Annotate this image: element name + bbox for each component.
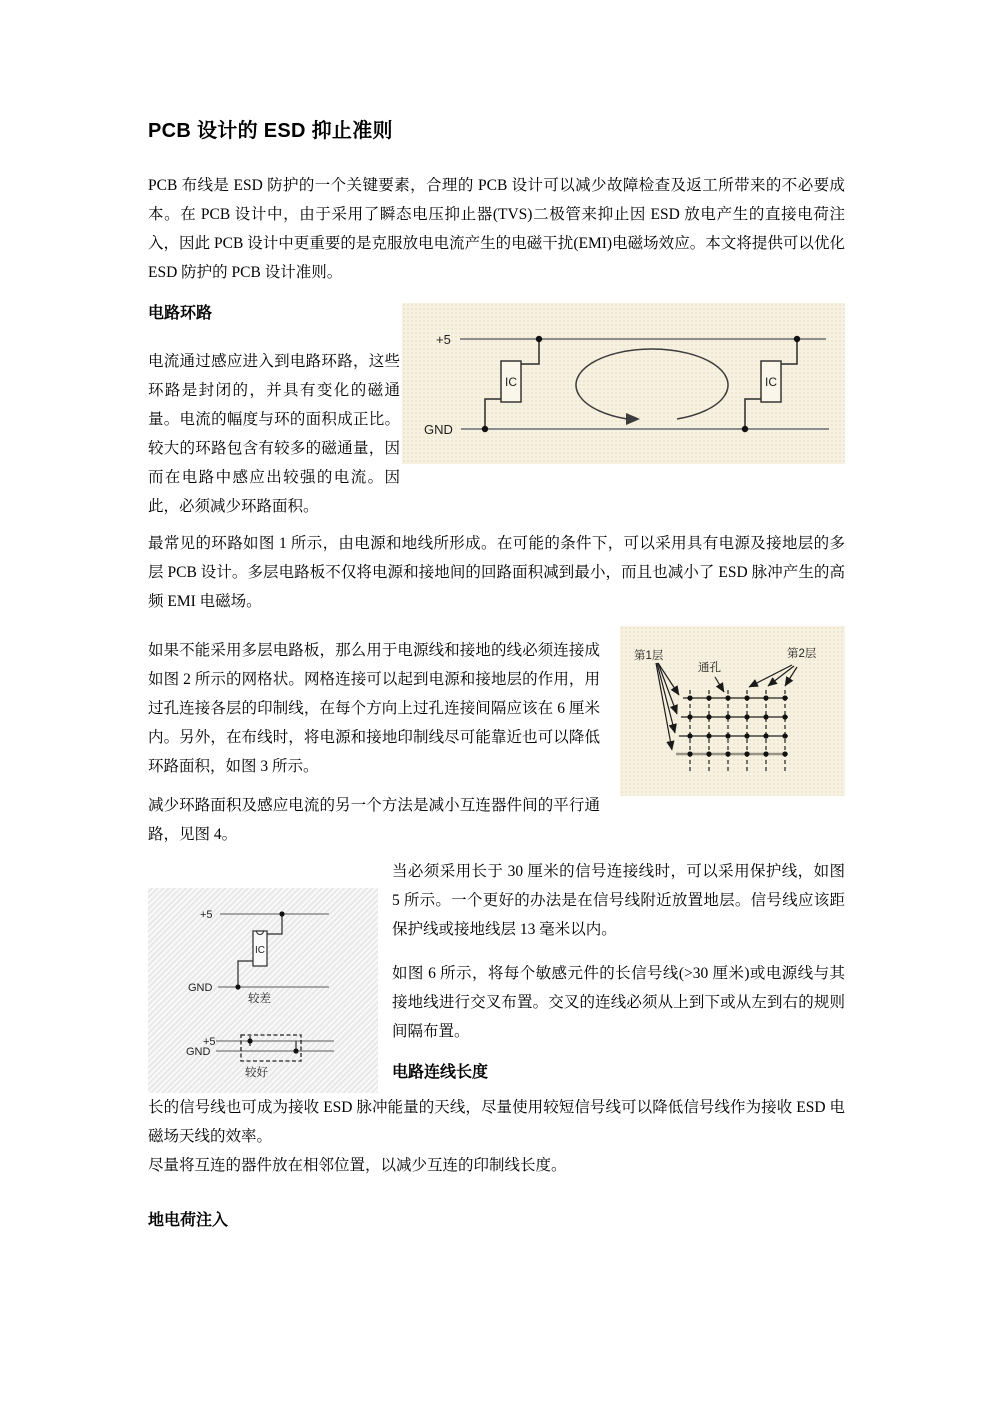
power-rail bbox=[436, 332, 826, 347]
layer1-arrows bbox=[656, 663, 679, 750]
good-label: 较好 bbox=[245, 1067, 268, 1079]
mesh-grid-diagram bbox=[620, 626, 845, 796]
via-arrow-group bbox=[715, 677, 724, 692]
ic-vcc-wire bbox=[266, 914, 282, 934]
paragraph-guard-trace: 当必须采用长于 30 厘米的信号连接线时，可以采用保护线，如图 5 所示。一个更好的办法是在信号线附近放置地层。信号线应该距保护线或接地线层 13 毫米以内。 bbox=[392, 863, 845, 938]
right-ic-vcc-wire bbox=[781, 339, 797, 364]
loop-arrowhead-icon bbox=[626, 413, 640, 425]
paragraph-adjacent-parts: 尽量将互连的器件放在相邻位置，以减少互连的印制线长度。 bbox=[148, 1157, 567, 1174]
power-ground-loop-diagram bbox=[402, 303, 845, 464]
fig3-ic-label: IC bbox=[255, 945, 265, 956]
paragraph-loop-induction: 电流通过感应进入到电路环路，这些环路是封闭的，并具有变化的磁通量。电流的幅度与环的面积成正比。较大的环路包含有较多的磁通量，因而在电路中感应出较强的电流。因此，必须减少环路面积。 bbox=[148, 353, 400, 515]
figure-power-ground-loop bbox=[402, 303, 845, 464]
paragraph-mesh-grid: 如果不能采用多层电路板，那么用于电源线和接地的线必须连接成如图 2 所示的网格状。网格连接可以起到电源和接地层的作用，用过孔连接各层的印制线，在每个方向上过孔连接间隔应该在 6 厘米内。另外，在布线时，将电源和接地印制线尽可能靠近也可以降低环路面积，如图 3 所示。 bbox=[148, 642, 600, 775]
layer1-arrow bbox=[657, 663, 675, 733]
fig1-vcc-label: +5 bbox=[436, 332, 451, 347]
paragraph-parallel-path: 减少环路面积及感应电流的另一个方法是减小互连器件间的平行通路，见图 4。 bbox=[148, 797, 600, 843]
layer2-label: 第2层 bbox=[787, 648, 817, 660]
junction-dot bbox=[794, 336, 800, 342]
ic-gnd-wire bbox=[238, 961, 253, 987]
heading-trace-length: 电路连线长度 bbox=[392, 1064, 489, 1081]
paragraph-common-loop: 最常见的环路如图 1 所示，由电源和地线所形成。在可能的条件下，可以采用具有电源及接地层的多层 PCB 设计。多层电路板不仅将电源和接地间的回路面积减到最小，而且也减小了 ESD 脉冲产生的高频 EMI 电磁场。 bbox=[148, 535, 845, 610]
right-ic-gnd-wire bbox=[745, 399, 761, 429]
layer1-arrow bbox=[656, 663, 672, 750]
grid-horizontal-traces bbox=[676, 698, 788, 754]
layer2-arrow bbox=[768, 666, 794, 686]
junction-dot bbox=[482, 426, 488, 432]
bad-label: 较差 bbox=[248, 993, 271, 1005]
heading-circuit-loop: 电路环路 bbox=[148, 305, 213, 322]
paragraph-antenna: 长的信号线也可成为接收 ESD 脉冲能量的天线，尽量使用较短信号线可以降低信号线作为接收 ESD 电磁场天线的效率。 bbox=[148, 1099, 845, 1145]
page-title-text: PCB 设计的 ESD 抑止准则 bbox=[148, 120, 393, 142]
via-label: 通孔 bbox=[698, 662, 721, 674]
mesh-text-column bbox=[148, 626, 600, 849]
loop-current-arrow bbox=[576, 349, 728, 425]
figure-mesh-grid bbox=[620, 626, 845, 796]
page-title bbox=[148, 118, 845, 144]
fig3-gnd-top-label: GND bbox=[188, 982, 213, 994]
layer1-label: 第1层 bbox=[634, 650, 664, 662]
junction-dots bbox=[482, 336, 800, 432]
section-guard-trace bbox=[148, 857, 845, 1093]
fig3-gnd-bottom-label: GND bbox=[186, 1046, 211, 1058]
layer2-arrows bbox=[749, 665, 797, 687]
paragraph-intro: PCB 布线是 ESD 防护的一个关键要素，合理的 PCB 设计可以减少故障检查及返工所带来的不必要成本。在 PCB 设计中，由于采用了瞬态电压抑止器(TVS)二极管来抑止因 ESD 放电产生的直接电荷注入，因此 PCB 设计中更重要的是克服放电电流产生的电磁干扰(EMI)电磁场效应。本文将提供可以优化 ESD 防护的 PCB 设计准则。 bbox=[148, 177, 845, 281]
left-ic-vcc-wire bbox=[521, 339, 539, 364]
ic-wires bbox=[485, 339, 797, 429]
fig3-vcc-top-label: +5 bbox=[200, 909, 213, 921]
section-mesh bbox=[148, 626, 845, 849]
bad-example bbox=[188, 909, 329, 1005]
junction-dot bbox=[235, 984, 240, 989]
good-example bbox=[186, 1035, 334, 1079]
junction-dot bbox=[536, 336, 542, 342]
junction-dot bbox=[293, 1048, 298, 1053]
heading-ground-charge-injection: 地电荷注入 bbox=[148, 1212, 229, 1229]
junction-dot bbox=[279, 911, 284, 916]
left-ic-label: IC bbox=[505, 375, 517, 389]
left-ic-gnd-wire bbox=[485, 399, 501, 429]
via-dots bbox=[687, 695, 787, 756]
section-circuit-loop bbox=[148, 303, 845, 521]
junction-dot bbox=[742, 426, 748, 432]
junction-dot bbox=[247, 1038, 252, 1043]
grid-vertical-traces bbox=[690, 690, 785, 772]
guard-trace-text-column bbox=[392, 857, 845, 1084]
fig3-vcc-bottom-label: +5 bbox=[203, 1036, 216, 1048]
figure-trace-spacing bbox=[148, 888, 378, 1093]
loop-ellipse bbox=[576, 349, 728, 419]
paragraph-cross-layout: 如图 6 所示，将每个敏感元件的长信号线(>30 厘米)或电源线与其接地线进行交叉布置。交叉的连线必须从上到下或从左到右的规则间隔布置。 bbox=[392, 965, 845, 1040]
layer2-arrow bbox=[785, 667, 797, 686]
trace-spacing-diagram bbox=[148, 888, 378, 1093]
ic-components bbox=[501, 361, 781, 402]
via-arrow bbox=[715, 677, 724, 692]
fig1-gnd-label: GND bbox=[424, 422, 453, 437]
right-ic-label: IC bbox=[765, 375, 777, 389]
circuit-loop-text-column bbox=[148, 303, 400, 521]
